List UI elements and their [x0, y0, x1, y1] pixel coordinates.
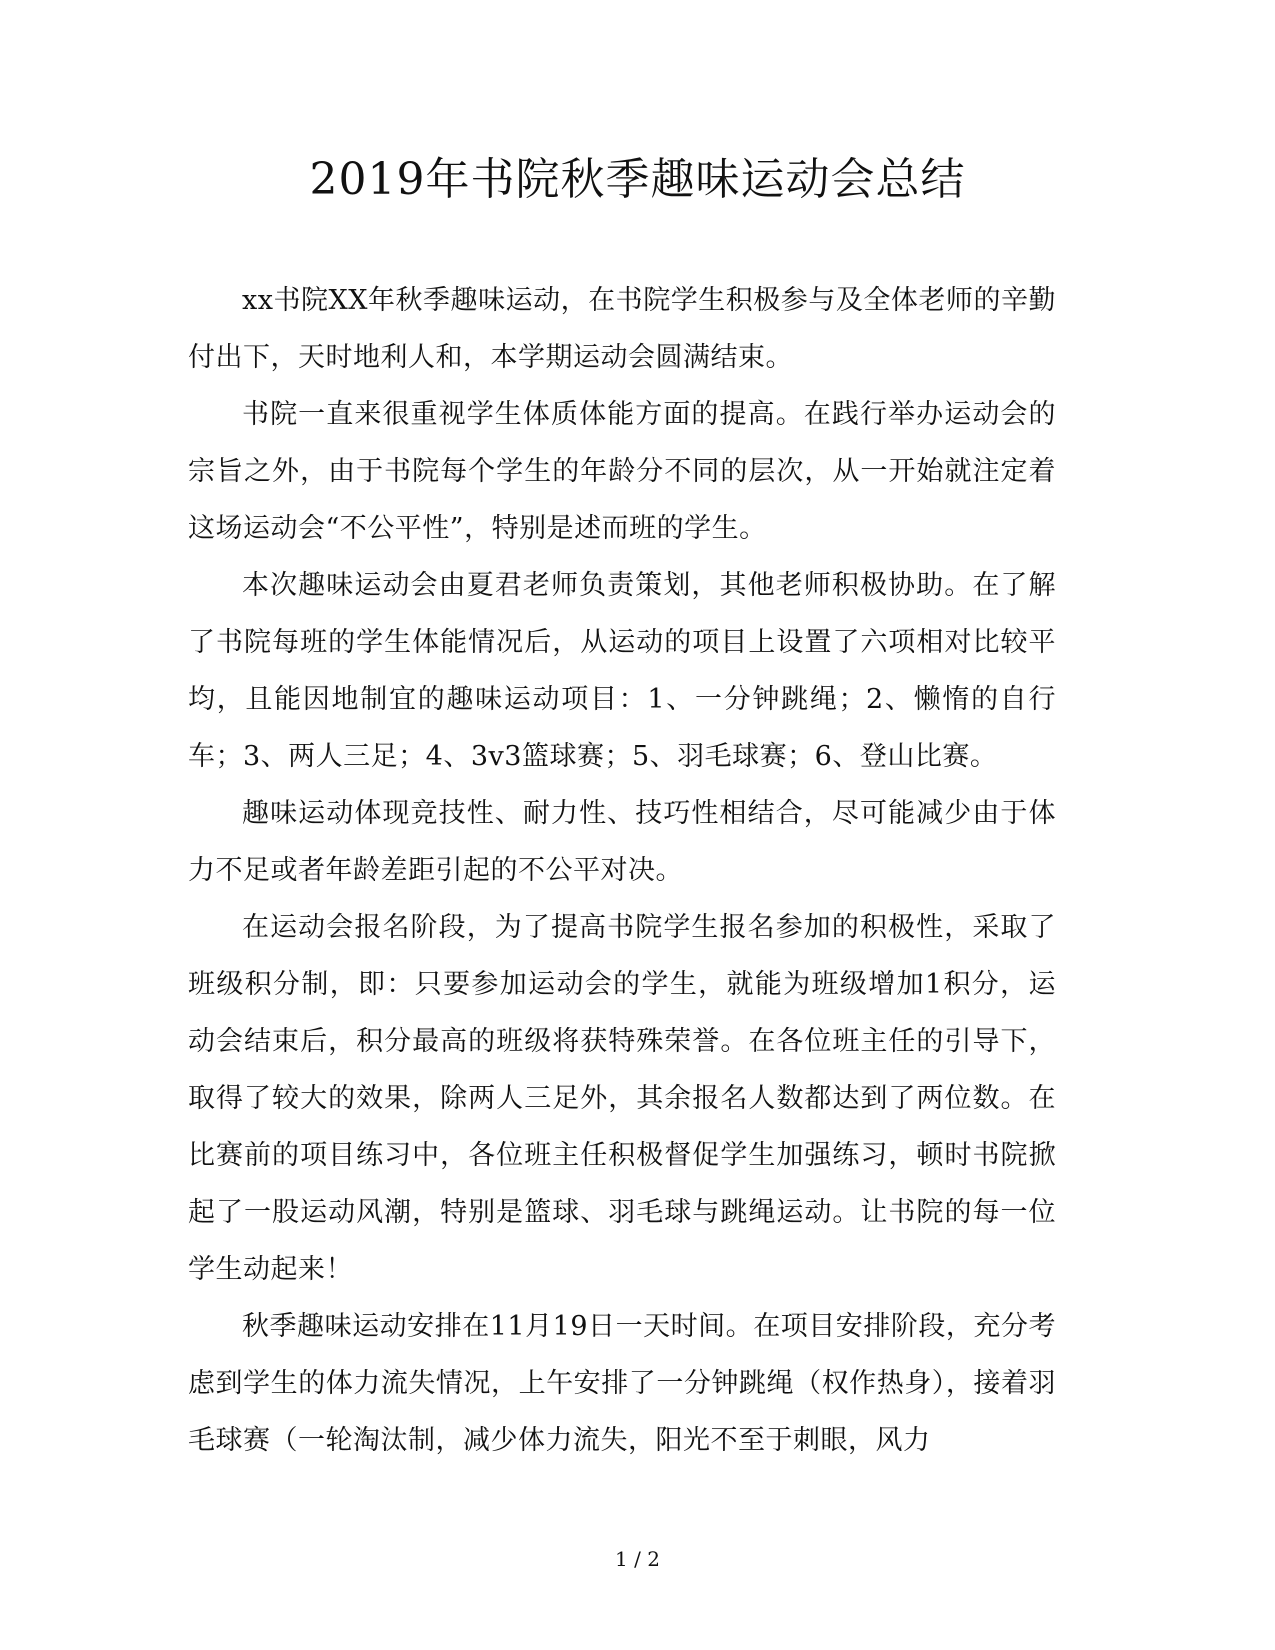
document-body: [188, 272, 1056, 1469]
paragraph-4: 趣味运动体现竞技性、耐力性、技巧性相结合，尽可能减少由于体力不足或者年龄差距引起的不公平对决。: [188, 798, 1056, 886]
page-number: 1 / 2: [615, 1547, 660, 1571]
paragraph-6: 秋季趣味运动安排在11月19日一天时间。在项目安排阶段，充分考虑到学生的体力流失情况，上午安排了一分钟跳绳（权作热身），接着羽毛球赛（一轮淘汰制，减少体力流失，阳光不至于刺眼，风力: [188, 1311, 1056, 1456]
paragraph-5: 在运动会报名阶段，为了提高书院学生报名参加的积极性，采取了班级积分制，即：只要参加运动会的学生，就能为班级增加1积分，运动会结束后，积分最高的班级将获特殊荣誉。在各位班主任的引导下，取得了较大的效果，除两人三足外，其余报名人数都达到了两位数。在比赛前的项目练习中，各位班主任积极督促学生加强练习，顿时书院掀起了一股运动风潮，特别是篮球、羽毛球与跳绳运动。让书院的每一位学生动起来！: [188, 912, 1056, 1285]
paragraph-1: xx书院XX年秋季趣味运动，在书院学生积极参与及全体老师的辛勤付出下，天时地利人和，本学期运动会圆满结束。: [188, 285, 1056, 373]
document-title: 2019年书院秋季趣味运动会总结: [309, 154, 966, 205]
paragraph-3: 本次趣味运动会由夏君老师负责策划，其他老师积极协助。在了解了书院每班的学生体能情况后，从运动的项目上设置了六项相对比较平均，且能因地制宜的趣味运动项目：1、一分钟跳绳；2、懒惰的自行车；3、两人三足；4、3v3篮球赛；5、羽毛球赛；6、登山比赛。: [188, 570, 1056, 772]
paragraph-2: 书院一直来很重视学生体质体能方面的提高。在践行举办运动会的宗旨之外，由于书院每个学生的年龄分不同的层次，从一开始就注定着这场运动会“不公平性”，特别是述而班的学生。: [188, 399, 1056, 544]
